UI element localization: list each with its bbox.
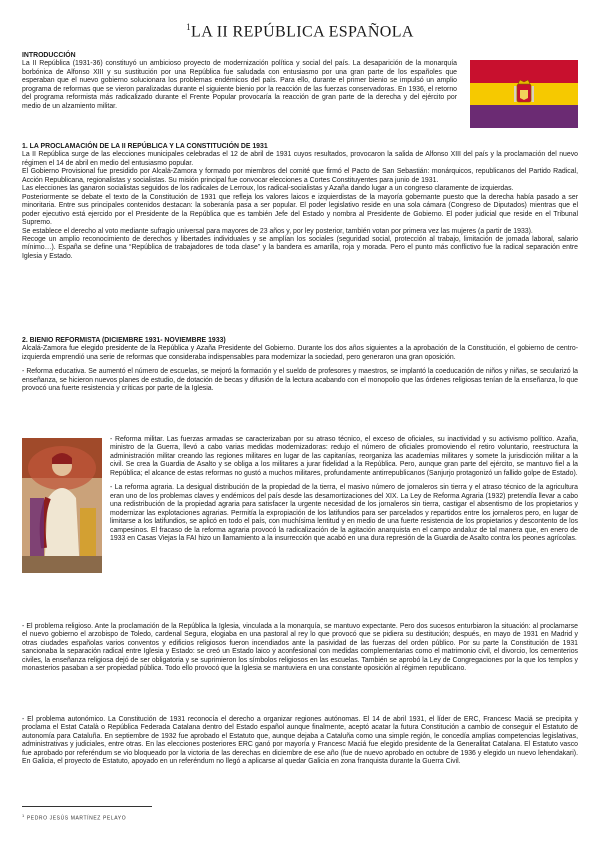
reforma-militar-block	[110, 436, 578, 543]
footnote	[22, 813, 126, 822]
reforma-educativa: - Reforma educativa. Se aumentó el número de escuelas, se mejoró la formación y el sueldo de profesores y maestros, se implantó la coeducación de niños y niñas, se secularizó la enseñanza, se hicieron nuevos planes de estudio, de dotación de becas y difusión de la lectura acabando con el monopolio que las órdenes religiosas tenían de la enseñanza, lo que provocó una fuerte resistencia y críticas por parte de la Iglesia.	[22, 368, 578, 393]
footnote-author: PEDRO JESÚS MARTÍNEZ PELAYO	[26, 815, 127, 822]
title-text: LA II REPÚBLICA ESPAÑOLA	[191, 23, 414, 41]
republic-allegory-image	[22, 438, 102, 573]
problema-autonomico-block	[22, 716, 578, 767]
section1-paragraph: Recoge un amplio reconocimiento de derechos y libertades individuales y se amplían los sociales (seguridad social, protección al trabajo, limitación de jornada laboral, salario mínimo…). España se define una “República de trabajadores de toda clase” y la bandera es amarilla, roja y morada. Pero el punto más conflictivo fue la radical separación entre Iglesia y Estado.	[22, 235, 578, 260]
problema-autonomico: - El problema autonómico. La Constitución de 1931 reconocía el derecho a organizar regiones autónomas. El 14 de abril 1931, el líder de ERC, Francesc Maciá se precipita y proclama el Estat Català o República Federada Catalana dentro del Estado español aunque finalmente, aceptó acatar la futura Constitución a cambio de conseguir el Estatuto de autonomía para Cataluña. En septiembre de 1932 fue aprobado el Estatuto que, aunque dejaba a Cataluña como una simple región, le concedía amplias competencias legislativas, administrativas y judiciales, entre otras. En las elecciones posteriores ERC ganó por mayoría y Francesc Maciá fue elegido presidente de la Generalitat Catalana. El Estatuto vasco fue aprobado por referéndum se vio bloqueado por la victoria de las derechas en diciembre de ese año (fue de nuevo aprobado en octubre de 1936 y elegido un nuevo lehendakari). En Galicia, el proyecto de Estatuto, apoyado en un referéndum no llegó a aplicarse al quedar Galicia en zona franquista durante la Guerra Civil.	[22, 716, 578, 766]
section-proclamacion	[22, 143, 578, 261]
footnote-marker: 1	[22, 813, 25, 818]
reforma-militar: - Reforma militar. Las fuerzas armadas se caracterizaban por su atraso técnico, el exceso de oficiales, su inactividad y su activismo político. Azaña, ministro de la Guerra, llevó a cabo varias medidas modernizadoras: redujo el número de oficiales promoviendo el retiro voluntario, reestructura la administración militar creando las regiones militares en lugar de las capitanías, reorganiza las academias militares y somete la jurisdicción militar a la civil. Se crea la Guardia de Asalto y se obliga a los militares a jurar fidelidad a la República. Pero, aunque gran parte del ejército, se mantuvo fiel a la República; el alcance de estas reformas no gustó a muchos militares, profundamente antirrepublicanos (Sanjurjo protagonizó un fallido golpe de Estado).	[110, 436, 578, 477]
problema-religioso: - El problema religioso. Ante la proclamación de la República la Iglesia, vinculada a la monarquía, se mantuvo expectante. Pero dos sucesos enturbiaron la situación: al proclamarse el nuevo gobierno el arzobispo de Toledo, cardenal Segura, elogiaba en una pastoral al rey lo que provocó que se pidiera su destitución; después, en mayo de 1931 en Madrid y otras ciudades españolas varios conventos y edificios religiosos fueron incendiados ante la pasividad de las fuerzas del orden público. Por su parte la Constitución de 1931 sancionaba la separación radical entre Iglesia y Estado: se creó un Estado laico y aconfesional con medidas complementarias como el matrimonio civil, el divorcio, los cementerios civiles, la enseñanza religiosa dejó de ser obligatoria y se suprimieron los símbolos religiosos en las escuelas. También se aprobó la Ley de Congregaciones por la que los templos y monasterios pasaban a ser propiedad pública. Todo ello provocó que la Iglesia se mantuviera en una constante oposición al régimen republicano.	[22, 623, 578, 673]
section2-intro: Alcalá-Zamora fue elegido presidente de la República y Azaña Presidente del Gobierno. Durante los dos años siguientes a la aprobación de la Constitución, el gobierno de centro-izquierda emprendió una serie de reformas que consideraba indispensables para modernizar la sociedad, pero generaron una gran oposición.	[22, 345, 578, 361]
problema-religioso-block	[22, 623, 578, 674]
flag-stripe-red	[470, 60, 578, 83]
section1-paragraph: El Gobierno Provisional fue presidido por Alcalá-Zamora y formado por miembros del comité que firmó el Pacto de San Sebastián: monárquicos, republicanos del Partido Radical, Acción Republicana, regionalistas y socialistas. Su misión principal fue convocar elecciones a Cortes Constituyentes para junio de 1931.	[22, 168, 578, 184]
section1-paragraph: Se establece el derecho al voto mediante sufragio universal para mayores de 23 años y, por ley posterior, también votan por primera vez las mujeres (a partir de 1933).	[22, 227, 533, 235]
section1-heading: 1. LA PROCLAMACIÓN DE LA II REPÚBLICA Y LA CONSTITUCIÓN DE 1931	[22, 143, 268, 150]
intro-heading: INTRODUCCIÓN	[22, 52, 76, 59]
section1-paragraph: La II República surge de las elecciones municipales celebradas el 12 de abril de 1931 cuyos resultados, provocaron la salida de Alfonso XIII del país y la proclamación del nuevo régimen el 14 de abril en medio del entusiasmo popular.	[22, 151, 578, 167]
spanish-republic-flag-icon	[470, 60, 578, 128]
section2-heading: 2. BIENIO REFORMISTA (DICIEMBRE 1931- NOVIEMBRE 1933)	[22, 337, 226, 344]
reforma-agraria: - La reforma agraria. La desigual distribución de la propiedad de la tierra, el masivo número de jornaleros sin tierra y el atraso técnico de la agricultura eran uno de los problemas claves y endémicos del país desde las desamortizaciones del XIX. La Ley de Reforma Agraria (1932) pretendía llevar a cabo una redistribución de la propiedad agraria para satisfacer la urgente necesidad de los jornaleros sin tierra, castigar el absentismo de los propietarios y modernizar las explotaciones agrarias. Permitía la expropiación de los latifundios para ser parcelados y repartidos entre los jornaleros pero, en lugar de limitarse a los latifundios, se aplicó en todo el país, con muchísima lentitud y en medio de una fuerte resistencia de los propietarios y descontento de los campesinos. El fracaso de la reforma agraria provocó la radicalización de la agitación anarquista en el campo andaluz de tal manera que, en enero de 1933 en Casas Viejas la FAI hizo un llamamiento a la insurrección que acabó en una dura represión de la Guardia de Asalto contra los peones agrícolas.	[110, 484, 578, 542]
page-title	[0, 22, 600, 41]
section1-paragraph: Las elecciones las ganaron socialistas seguidos de los radicales de Lerroux, los radical-socialistas y Azaña dando lugar a un congreso claramente de izquierdas.	[22, 185, 514, 193]
intro-text: La II República (1931-36) constituyó un ambicioso proyecto de modernización política y social del país. La desaparición de la monarquía borbónica de Alfonso XIII y su sustitución por una República fue saludada con entusiasmo por una gran parte de los españoles que esperaban que el nuevo gobierno solucionara los problemas endémicos del país. Para ello, durante el primer bienio se impulsó un amplio programa de reformas que se vieron paralizadas durante el siguiente bienio por la reacción de las fuerzas conservadoras. En 1936, el retorno del programa reformista más radicalizado durante el Frente Popular provocaría la reacción de gran parte de la derecha y del ejército por medio de un alzamiento militar.	[22, 60, 457, 110]
footnote-divider	[22, 806, 152, 807]
flag-stripe-purple	[470, 105, 578, 128]
title-footnote-marker: 1	[186, 22, 192, 32]
section1-paragraph: Posteriormente se debate el texto de la Constitución de 1931 que refleja los valores laicos e izquierdistas de la mayoría gobernante puesto que la derecha había pasado a ser minoritaria. Entre sus principales contenidos destacan: la soberanía pasa a ser popular. El poder legislativo reside en una sola cámara (Congreso de Diputados) mientras que el poder ejecutivo está ejercido por el Presidente de la República que es también Jefe del Estado y nombra al Presidente de Gobierno. El poder judicial que reside en el Tribunal Supremo.	[22, 193, 578, 227]
section-bienio-reformista	[22, 337, 578, 394]
